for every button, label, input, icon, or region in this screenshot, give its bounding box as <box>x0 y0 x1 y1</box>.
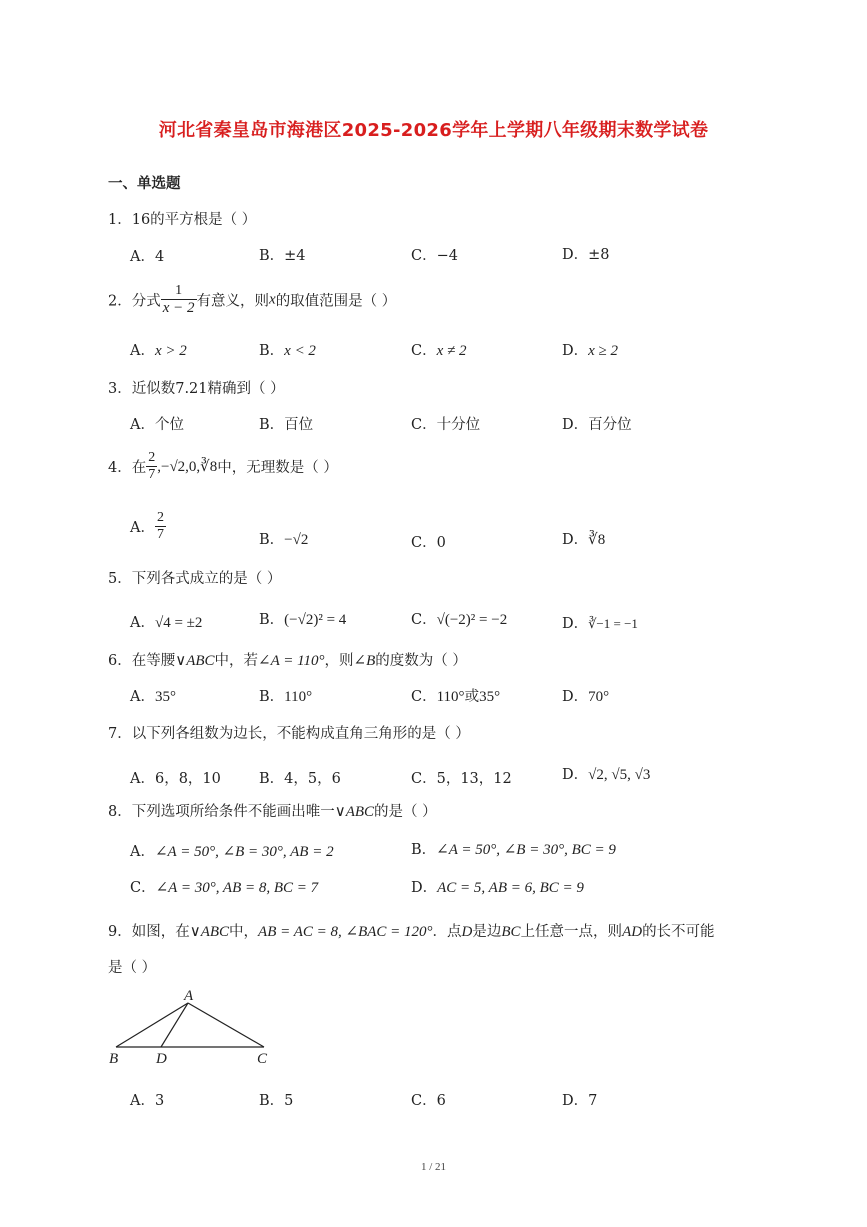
option-letter: B． <box>259 343 285 359</box>
option-math: 35° <box>154 689 176 705</box>
option-fraction <box>155 510 166 543</box>
question-6-option-a <box>130 685 176 706</box>
question-4-fraction <box>146 450 157 483</box>
question-4-stem <box>108 450 338 483</box>
question-2-option-b <box>259 339 316 360</box>
question-3-option-d: D．百分位 <box>562 417 632 433</box>
question-5-stem: 5．下列各式成立的是（ ） <box>108 571 282 587</box>
question-4-list: ,−√2,0,∛8 <box>157 459 218 476</box>
question-5-option-c <box>411 608 507 629</box>
question-8-post: 的是（ ） <box>374 804 437 820</box>
question-4-post: 中，无理数是（ ） <box>217 460 338 477</box>
vertex-c-label: C <box>257 1051 268 1067</box>
option-math: ∠A = 50°, ∠B = 30°, BC = 9 <box>436 842 616 858</box>
question-1-option-c: C．−4 <box>411 248 458 264</box>
option-letter: A． <box>130 343 155 359</box>
question-8-stem <box>108 800 437 821</box>
question-9-condition: AB = AC = 8, ∠BAC = 120° <box>258 924 433 940</box>
question-9-option-b: B．5 <box>259 1093 294 1109</box>
option-math: √(−2)² = −2 <box>436 612 508 628</box>
question-6-condition: ∠A = 110° <box>258 653 325 669</box>
question-6-pre: 6．在等腰 <box>108 653 176 669</box>
question-6-option-b <box>259 685 312 706</box>
question-2-mid: 有意义，则 <box>196 293 270 310</box>
option-letter: C． <box>411 343 437 359</box>
fraction-numerator: 2 <box>146 450 157 467</box>
question-7-option-a: A．6，8，10 <box>130 771 221 787</box>
question-3-option-a: A．个位 <box>130 417 184 433</box>
question-9-mid: ．点 <box>432 924 462 940</box>
fraction-denominator: x − 2 <box>162 300 195 317</box>
vertex-b-label: B <box>109 1051 119 1067</box>
triangle-symbol: ∨ABC <box>334 804 375 820</box>
question-4-option-c: C．0 <box>411 535 446 551</box>
question-1-option-a: A．4 <box>130 249 165 265</box>
fraction-denominator: 7 <box>148 467 156 483</box>
option-letter: D． <box>562 616 589 632</box>
option-math: √4 = ±2 <box>154 615 203 631</box>
question-9-option-a: A．3 <box>130 1093 165 1109</box>
question-6-ask: ∠B <box>353 653 376 669</box>
question-6-mid: 中，若 <box>214 653 259 669</box>
question-3-stem: 3．近似数7.21精确到（ ） <box>108 381 285 397</box>
question-2-pre: 2．分式 <box>108 293 161 310</box>
option-letter: A． <box>130 615 155 631</box>
option-math: x > 2 <box>154 343 187 359</box>
question-6-stem <box>108 649 467 670</box>
question-5-option-b <box>259 608 346 629</box>
question-6-mid: ，则 <box>324 653 354 669</box>
option-letter: D． <box>562 343 589 359</box>
triangle-figure <box>100 985 290 1070</box>
option-math: ∠A = 50°, ∠B = 30°, AB = 2 <box>154 844 334 860</box>
question-1-option-d: D．±8 <box>562 247 610 263</box>
question-1-stem: 1．16的平方根是（ ） <box>108 212 257 228</box>
option-math: ∠A = 30°, AB = 8, BC = 7 <box>155 880 319 896</box>
question-2-var: x <box>269 291 276 308</box>
question-7-option-d <box>562 763 650 784</box>
question-2-fraction <box>161 283 197 317</box>
page-title: 河北省秦皇岛市海港区2025-2026学年上学期八年级期末数学试卷 <box>158 120 709 141</box>
question-2-stem <box>108 283 396 317</box>
question-2-option-d <box>562 339 618 360</box>
fraction-denominator: 7 <box>156 527 164 543</box>
triangle-symbol: ∨ABC <box>189 924 230 940</box>
question-9-side: BC <box>501 924 521 940</box>
side-ab <box>116 1003 188 1047</box>
option-math: (−√2)² = 4 <box>284 612 347 628</box>
page-number: 1 / 21 <box>420 1161 447 1173</box>
question-8-option-b <box>411 838 616 859</box>
question-8-option-c <box>130 876 318 897</box>
option-math: 110° <box>436 689 465 705</box>
question-5-option-a <box>130 611 202 632</box>
option-letter: D． <box>562 532 589 548</box>
section-heading: 一、单选题 <box>108 176 181 192</box>
option-letter: D． <box>562 689 589 705</box>
question-9-mid: 上任意一点，则 <box>520 924 623 940</box>
question-4-option-b <box>259 528 308 549</box>
question-9-stem-line2: 是（ ） <box>108 960 157 976</box>
option-letter: A． <box>130 844 155 860</box>
question-3-option-c: C．十分位 <box>411 417 481 433</box>
option-letter: C． <box>411 612 437 628</box>
option-math: ∛−1 = −1 <box>588 616 638 631</box>
question-6-post: 的度数为（ ） <box>375 653 467 669</box>
option-math: √2, √5, √3 <box>588 767 651 783</box>
question-2-option-a <box>130 339 187 360</box>
triangle-symbol: ∨ABC <box>175 653 215 669</box>
question-9-mid: 是边 <box>472 924 502 940</box>
option-math: 70° <box>588 689 610 705</box>
question-9-stem <box>108 920 715 941</box>
option-letter: C． <box>130 880 156 896</box>
question-7-option-b: B．4，5，6 <box>259 771 341 787</box>
option-math: ∛8 <box>588 532 606 548</box>
question-1-option-b: B．±4 <box>259 248 306 264</box>
side-ac <box>188 1003 264 1047</box>
question-4-option-d <box>562 528 605 549</box>
question-2-post: 的取值范围是（ ） <box>275 293 397 310</box>
question-9-mid: 中， <box>229 924 259 940</box>
option-letter: D． <box>562 767 589 783</box>
option-math: x ≥ 2 <box>588 343 619 359</box>
option-math: 35° <box>479 689 501 705</box>
fraction-numerator: 2 <box>155 510 166 527</box>
vertex-a-label: A <box>184 988 194 1004</box>
question-7-stem: 7．以下列各组数为边长，不能构成直角三角形的是（ ） <box>108 726 470 742</box>
option-math: −√2 <box>284 532 309 548</box>
option-letter: D． <box>411 880 438 896</box>
question-8-option-a <box>130 840 334 861</box>
question-9-option-d: D．7 <box>562 1093 598 1109</box>
question-9-point: D <box>461 924 473 940</box>
question-8-option-d <box>411 876 584 897</box>
option-letter: A． <box>130 520 155 537</box>
segment-ad <box>161 1003 188 1047</box>
option-letter: A． <box>130 689 155 705</box>
question-9-pre: 9．如图，在 <box>108 924 190 940</box>
question-8-pre: 8．下列选项所给条件不能画出唯一 <box>108 804 335 820</box>
option-math: AC = 5, AB = 6, BC = 9 <box>437 880 584 896</box>
option-or: 或 <box>464 689 480 705</box>
question-7-option-c: C．5，13，12 <box>411 771 512 787</box>
question-2-option-c <box>411 339 467 360</box>
question-4-option-a <box>130 510 166 543</box>
question-9-post: 的长不可能 <box>642 924 715 940</box>
option-letter: B． <box>259 612 285 628</box>
option-math: x ≠ 2 <box>436 343 467 359</box>
point-d-label: D <box>156 1051 167 1067</box>
option-letter: B． <box>259 532 285 548</box>
option-letter: B． <box>259 689 285 705</box>
option-letter: C． <box>411 689 437 705</box>
question-9-segment: AD <box>622 924 643 940</box>
question-4-pre: 4．在 <box>108 460 147 477</box>
option-math: x < 2 <box>284 343 316 359</box>
fraction-numerator: 1 <box>161 283 197 300</box>
question-6-option-d <box>562 685 609 706</box>
option-letter: B． <box>411 842 437 858</box>
question-3-option-b: B．百位 <box>259 417 314 433</box>
option-math: 110° <box>284 689 313 705</box>
question-5-option-d <box>562 612 638 633</box>
question-6-option-c <box>411 685 500 706</box>
question-9-option-c: C．6 <box>411 1093 446 1109</box>
